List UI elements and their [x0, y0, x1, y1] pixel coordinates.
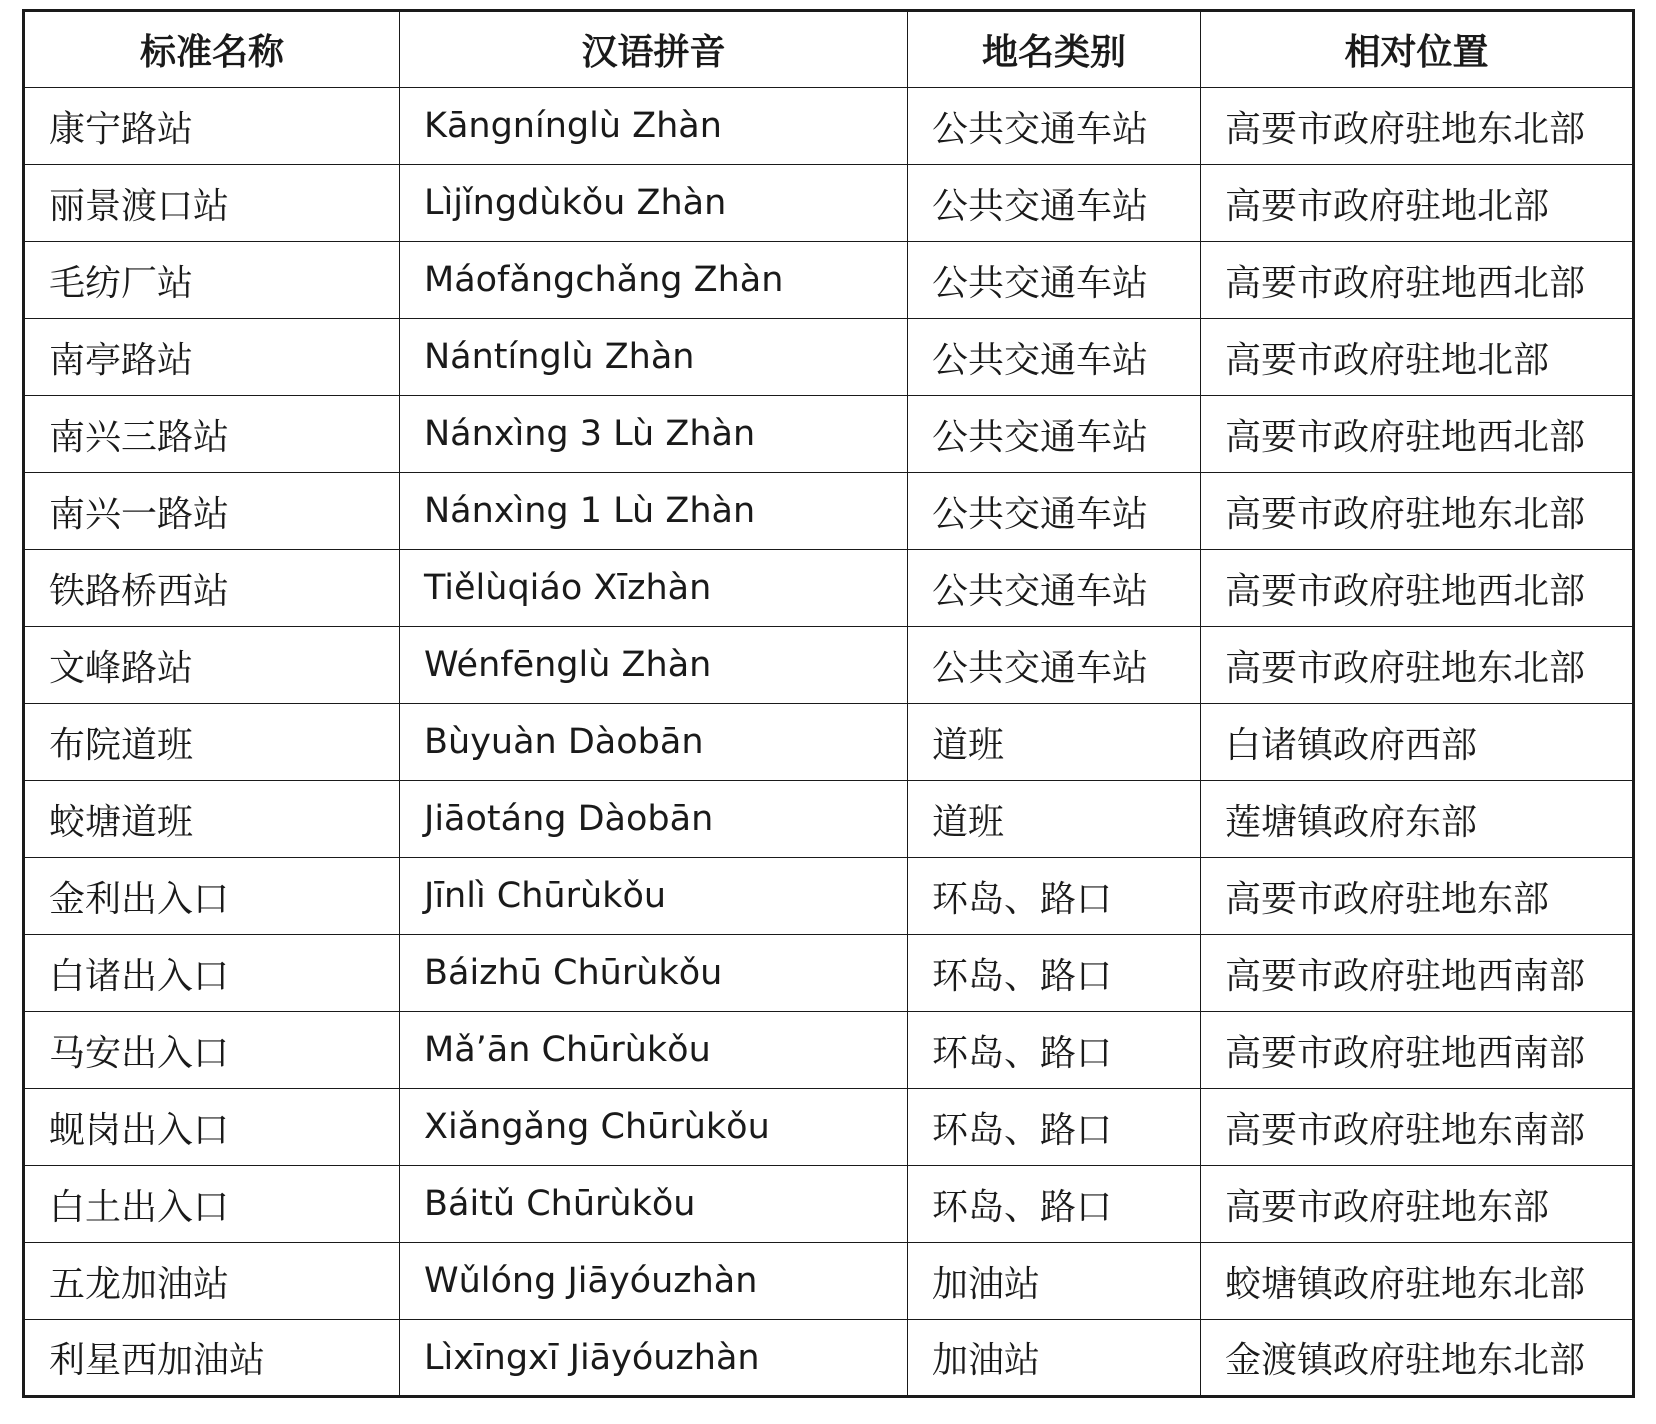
- cell-category: 公共交通车站: [908, 242, 1201, 319]
- cell-pinyin: Jīnlì Chūrùkǒu: [400, 858, 908, 935]
- cell-location: 高要市政府驻地东北部: [1201, 88, 1634, 165]
- table-row: [24, 1012, 1634, 1089]
- table-row: [24, 1243, 1634, 1320]
- cell-category: 道班: [908, 781, 1201, 858]
- gazetteer-table: [22, 9, 1635, 1398]
- cell-location: 莲塘镇政府东部: [1201, 781, 1634, 858]
- cell-location: 高要市政府驻地西北部: [1201, 396, 1634, 473]
- cell-location: 高要市政府驻地北部: [1201, 319, 1634, 396]
- cell-category: 公共交通车站: [908, 627, 1201, 704]
- cell-pinyin: Báizhū Chūrùkǒu: [400, 935, 908, 1012]
- table-row: [24, 627, 1634, 704]
- cell-pinyin: Lìjǐngdùkǒu Zhàn: [400, 165, 908, 242]
- cell-pinyin: Báitǔ Chūrùkǒu: [400, 1166, 908, 1243]
- table-row: [24, 704, 1634, 781]
- cell-location: 高要市政府驻地西南部: [1201, 935, 1634, 1012]
- cell-standard-name: 利星西加油站: [24, 1320, 400, 1397]
- cell-standard-name: 南兴三路站: [24, 396, 400, 473]
- cell-category: 环岛、路口: [908, 1166, 1201, 1243]
- cell-location: 高要市政府驻地西南部: [1201, 1012, 1634, 1089]
- table-row: [24, 396, 1634, 473]
- cell-standard-name: 文峰路站: [24, 627, 400, 704]
- cell-location: 高要市政府驻地北部: [1201, 165, 1634, 242]
- table-row: [24, 1166, 1634, 1243]
- table-row: [24, 473, 1634, 550]
- table-header: [24, 11, 1634, 88]
- cell-category: 公共交通车站: [908, 473, 1201, 550]
- cell-location: 高要市政府驻地西北部: [1201, 242, 1634, 319]
- table-row: [24, 781, 1634, 858]
- cell-location: 高要市政府驻地东部: [1201, 858, 1634, 935]
- cell-standard-name: 蚬岗出入口: [24, 1089, 400, 1166]
- cell-standard-name: 南兴一路站: [24, 473, 400, 550]
- cell-location: 蛟塘镇政府驻地东北部: [1201, 1243, 1634, 1320]
- cell-location: 白诸镇政府西部: [1201, 704, 1634, 781]
- header-pinyin: 汉语拼音: [400, 11, 908, 88]
- table-row: [24, 165, 1634, 242]
- cell-pinyin: Nánxìng 3 Lù Zhàn: [400, 396, 908, 473]
- header-row: [24, 11, 1634, 88]
- cell-standard-name: 蛟塘道班: [24, 781, 400, 858]
- cell-category: 环岛、路口: [908, 935, 1201, 1012]
- cell-category: 环岛、路口: [908, 858, 1201, 935]
- table-row: [24, 935, 1634, 1012]
- cell-category: 公共交通车站: [908, 88, 1201, 165]
- cell-pinyin: Nántínglù Zhàn: [400, 319, 908, 396]
- cell-category: 公共交通车站: [908, 165, 1201, 242]
- cell-pinyin: Tiělùqiáo Xīzhàn: [400, 550, 908, 627]
- table-row: [24, 88, 1634, 165]
- cell-location: 高要市政府驻地东北部: [1201, 627, 1634, 704]
- cell-standard-name: 五龙加油站: [24, 1243, 400, 1320]
- table-body: [24, 88, 1634, 1397]
- cell-category: 道班: [908, 704, 1201, 781]
- cell-pinyin: Wǔlóng Jiāyóuzhàn: [400, 1243, 908, 1320]
- table-row: [24, 550, 1634, 627]
- cell-category: 公共交通车站: [908, 396, 1201, 473]
- header-location: 相对位置: [1201, 11, 1634, 88]
- cell-category: 环岛、路口: [908, 1012, 1201, 1089]
- cell-pinyin: Lìxīngxī Jiāyóuzhàn: [400, 1320, 908, 1397]
- cell-location: 高要市政府驻地西北部: [1201, 550, 1634, 627]
- cell-pinyin: Máofǎngchǎng Zhàn: [400, 242, 908, 319]
- cell-location: 高要市政府驻地东南部: [1201, 1089, 1634, 1166]
- cell-standard-name: 白诸出入口: [24, 935, 400, 1012]
- cell-pinyin: Jiāotáng Dàobān: [400, 781, 908, 858]
- cell-category: 加油站: [908, 1320, 1201, 1397]
- cell-location: 高要市政府驻地东部: [1201, 1166, 1634, 1243]
- cell-category: 公共交通车站: [908, 550, 1201, 627]
- cell-category: 公共交通车站: [908, 319, 1201, 396]
- cell-standard-name: 丽景渡口站: [24, 165, 400, 242]
- cell-pinyin: Kāngnínglù Zhàn: [400, 88, 908, 165]
- table-row: [24, 858, 1634, 935]
- cell-category: 加油站: [908, 1243, 1201, 1320]
- cell-standard-name: 布院道班: [24, 704, 400, 781]
- cell-standard-name: 铁路桥西站: [24, 550, 400, 627]
- cell-location: 高要市政府驻地东北部: [1201, 473, 1634, 550]
- cell-standard-name: 白土出入口: [24, 1166, 400, 1243]
- table-row: [24, 319, 1634, 396]
- cell-standard-name: 马安出入口: [24, 1012, 400, 1089]
- cell-standard-name: 康宁路站: [24, 88, 400, 165]
- cell-location: 金渡镇政府驻地东北部: [1201, 1320, 1634, 1397]
- cell-category: 环岛、路口: [908, 1089, 1201, 1166]
- cell-pinyin: Mǎ’ān Chūrùkǒu: [400, 1012, 908, 1089]
- cell-pinyin: Wénfēnglù Zhàn: [400, 627, 908, 704]
- cell-pinyin: Nánxìng 1 Lù Zhàn: [400, 473, 908, 550]
- table-row: [24, 242, 1634, 319]
- table-row: [24, 1089, 1634, 1166]
- cell-standard-name: 南亭路站: [24, 319, 400, 396]
- header-standard-name: 标准名称: [24, 11, 400, 88]
- header-category: 地名类别: [908, 11, 1201, 88]
- cell-standard-name: 毛纺厂站: [24, 242, 400, 319]
- cell-pinyin: Bùyuàn Dàobān: [400, 704, 908, 781]
- cell-pinyin: Xiǎngǎng Chūrùkǒu: [400, 1089, 908, 1166]
- table-row: [24, 1320, 1634, 1397]
- cell-standard-name: 金利出入口: [24, 858, 400, 935]
